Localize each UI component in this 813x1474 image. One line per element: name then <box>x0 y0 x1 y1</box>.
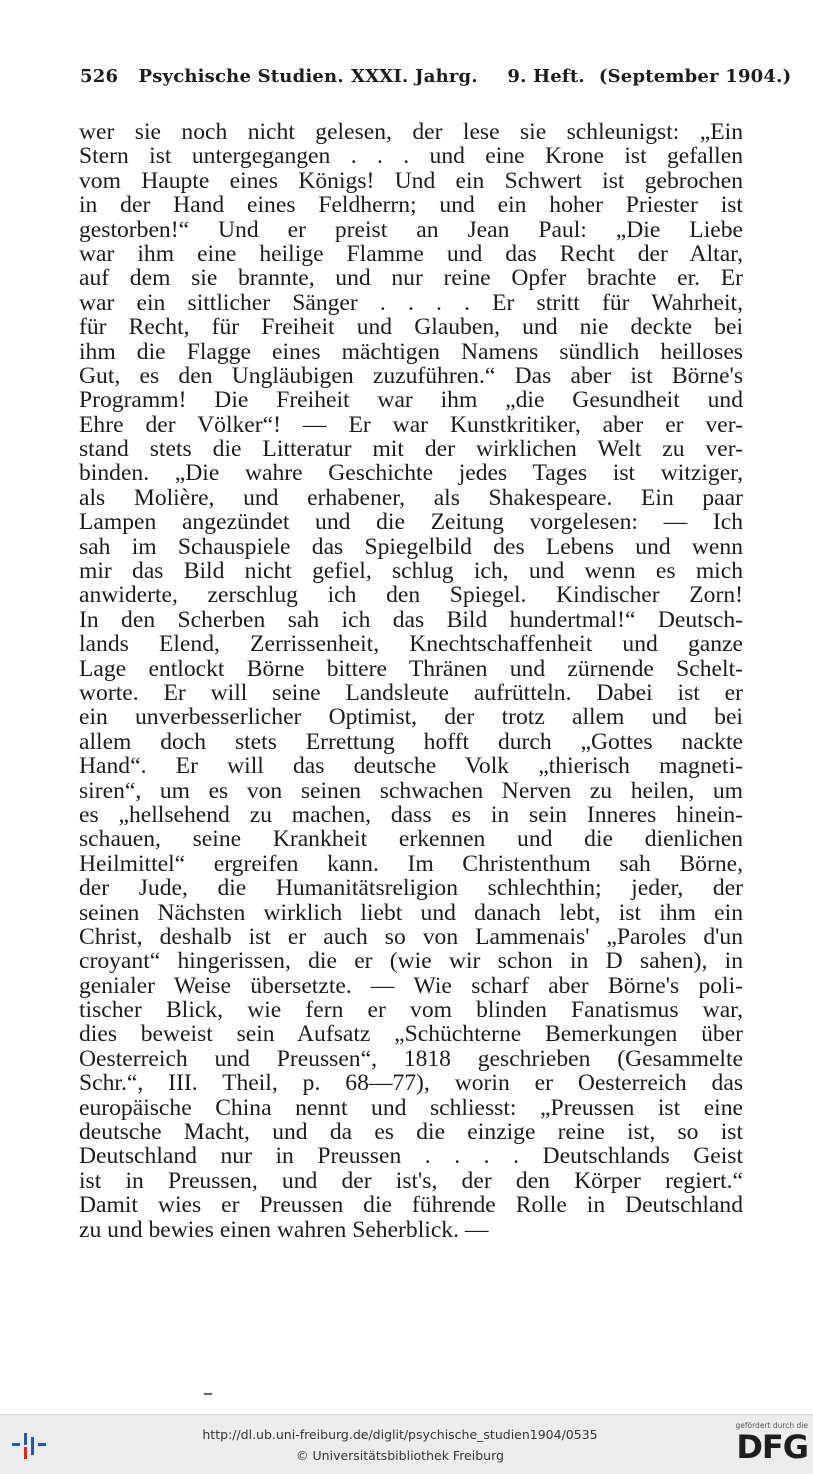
text-line: gestorben!“ Und er preist an Jean Paul: „Die Liebe <box>79 217 743 242</box>
page-number: 526 <box>80 66 119 87</box>
text-line: worte. Er will seine Landsleute aufrütteln. Dabei ist er <box>79 680 743 706</box>
text-line: croyant“ hingerissen, die er (wie wir schon in D sahen), in <box>79 949 743 974</box>
journal-title: Psychische Studien. <box>138 66 344 87</box>
dfg-caption: gefördert durch die <box>735 1421 808 1430</box>
text-line: tischer Blick, wie fern er vom blinden Fanatismus war, <box>79 998 743 1023</box>
text-line: vom Haupte eines Königs! Und ein Schwert ist gebrochen <box>79 168 743 194</box>
text-line: Stern ist untergegangen . . . und eine Krone ist gefallen <box>79 144 743 169</box>
text-line: Programm! Die Freiheit war ihm „die Gesundheit und <box>79 388 743 413</box>
copyright-text: © Universitätsbibliothek Freiburg <box>296 1448 504 1463</box>
text-line: als Molière, und erhabener, als Shakespeare. Ein paar <box>79 485 743 511</box>
text-line: Heilmittel“ ergreifen kann. Im Christenthum sah Börne, <box>79 851 743 877</box>
text-line: wer sie noch nicht gelesen, der lese sie schleunigst: „Ein <box>79 120 743 145</box>
text-line: sah im Schauspiele das Spiegelbild des Lebens und wenn <box>79 534 743 560</box>
library-logo-icon <box>10 1425 52 1465</box>
dfg-logo <box>716 1421 808 1469</box>
source-url-link[interactable]: http://dl.ub.uni-freiburg.de/diglit/psychische_studien1904/0535 <box>202 1427 598 1442</box>
text-line: auf dem sie brannte, und nur reine Opfer brachte er. Er <box>79 266 743 291</box>
text-line: deutsche Macht, und da es die einzige reine ist, so ist <box>79 1120 743 1145</box>
text-line: In den Scherben sah ich das Bild hundertmal!“ Deutsch- <box>79 607 743 633</box>
dfg-logo-text: DFG <box>736 1428 808 1466</box>
text-line: Christ, deshalb ist er auch so von Lammenais' „Paroles d'un <box>79 924 743 950</box>
text-line: in der Hand eines Feldherrn; und ein hoher Priester ist <box>79 193 743 218</box>
running-header <box>80 66 792 96</box>
text-line: Hand“. Er will das deutsche Volk „thierisch magneti- <box>79 754 743 779</box>
text-line: siren“, um es von seinen schwachen Nerven zu heilen, um <box>79 778 743 803</box>
text-line: lands Elend, Zerrissenheit, Knechtschaffenheit und ganze <box>79 632 743 657</box>
text-line: zu und bewies einen wahren Seherblick. — <box>79 1217 489 1242</box>
issue-date: (September 1904.) <box>598 66 792 87</box>
text-line: mir das Bild nicht gefiel, schlug ich, und wenn es mich <box>79 559 743 584</box>
text-line: anwiderte, zerschlug ich den Spiegel. Kindischer Zorn! <box>79 583 743 608</box>
text-line: für Recht, für Freiheit und Glauben, und nie deckte bei <box>79 315 743 340</box>
text-line: Lage entlockt Börne bittere Thränen und zürnende Schelt- <box>79 656 743 681</box>
text-line: ist in Preussen, und der ist's, der den Körper regiert.“ <box>79 1168 743 1194</box>
text-line: Ehre der Völker“! — Er war Kunstkritiker, aber er ver- <box>79 412 743 438</box>
viewer-footer <box>0 1414 813 1474</box>
issue-label: 9. Heft. <box>507 66 585 87</box>
text-line: es „hellsehend zu machen, dass es in sein Inneres hinein- <box>79 802 743 828</box>
text-line: genialer Weise übersetzte. — Wie scharf aber Börne's poli- <box>79 973 743 999</box>
text-line: dies beweist sein Aufsatz „Schüchterne Bemerkungen über <box>79 1022 743 1047</box>
text-line: war ihm eine heilige Flamme und das Recht der Altar, <box>79 241 743 267</box>
text-line: Lampen angezündet und die Zeitung vorgelesen: — Ich <box>79 510 743 535</box>
text-line: allem doch stets Errettung hofft durch „Gottes nackte <box>79 729 743 755</box>
page-mark <box>204 1393 212 1395</box>
text-line: Schr.“, III. Theil, p. 68—77), worin er Oesterreich das <box>79 1071 743 1096</box>
text-line: Damit wies er Preussen die führende Rolle in Deutschland <box>79 1193 743 1218</box>
body-text <box>79 120 743 1242</box>
text-line: ein unverbesserlicher Optimist, der trotz allem und bei <box>79 705 743 730</box>
text-line: war ein sittlicher Sänger . . . . Er stritt für Wahrheit, <box>79 290 743 316</box>
text-line: europäische China nennt und schliesst: „Preussen ist eine <box>79 1095 743 1121</box>
text-line: Deutschland nur in Preussen . . . . Deutschlands Geist <box>79 1144 743 1169</box>
text-line: der Jude, die Humanitätsreligion schlechthin; jeder, der <box>79 876 743 901</box>
text-line: Oesterreich und Preussen“, 1818 geschrieben (Gesammelte <box>79 1046 743 1072</box>
text-line: seinen Nächsten wirklich liebt und danach lebt, ist ihm ein <box>79 900 743 925</box>
text-line: Gut, es den Ungläubigen zuzuführen.“ Das aber ist Börne's <box>79 363 743 389</box>
text-line: ihm die Flagge eines mächtigen Namens sündlich heilloses <box>79 339 743 364</box>
text-line: binden. „Die wahre Geschichte jedes Tages ist witziger, <box>79 461 743 486</box>
text-line: schauen, seine Krankheit erkennen und die dienlichen <box>79 827 743 852</box>
volume-label: XXXI. Jahrg. <box>350 66 478 87</box>
text-line: stand stets die Litteratur mit der wirklichen Welt zu ver- <box>79 437 743 462</box>
